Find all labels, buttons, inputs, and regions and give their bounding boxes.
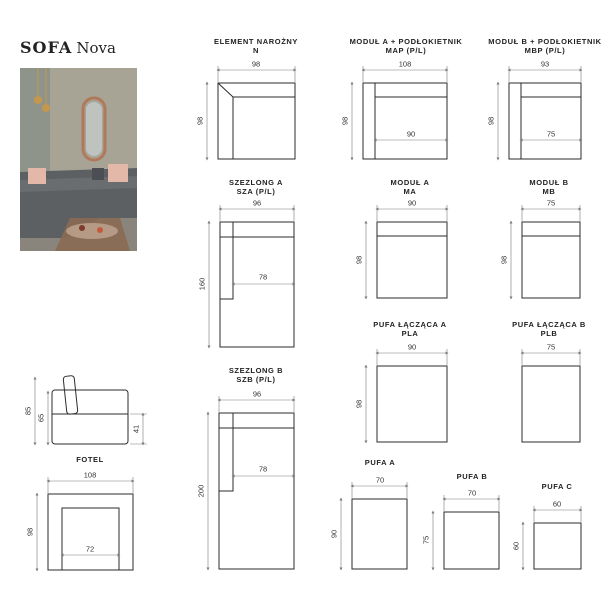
label-sza: SZEZLONG A SZA (P/L): [228, 178, 284, 196]
drawing-plb: [522, 349, 580, 442]
dim-map-seat: 90: [406, 129, 416, 139]
label-map: MODUŁ A + PODŁOKIETNIK MAP (P/L): [349, 37, 463, 55]
brand-model: Nova: [76, 39, 116, 57]
dim-mbp-seat: 75: [546, 129, 556, 139]
dim-pufa-a-depth: 90: [329, 529, 339, 539]
label-mbp: MODUŁ B + PODŁOKIETNIK MBP (P/L): [488, 37, 602, 55]
dim-szb-seat: 78: [258, 464, 268, 474]
brand-name: SOFA: [20, 38, 73, 57]
drawing-mbp: [498, 66, 581, 159]
dim-map-width: 108: [398, 59, 412, 69]
drawing-mb: [511, 205, 580, 298]
label-szb: SZEZLONG B SZB (P/L): [228, 366, 284, 384]
dim-mbp-depth: 98: [486, 116, 496, 126]
dim-sza-width: 96: [252, 198, 262, 208]
dim-sza-seat: 78: [258, 272, 268, 282]
label-fotel: FOTEL: [76, 455, 104, 464]
drawing-pufa-b: [433, 495, 499, 569]
label-ma: MODUŁ A MA: [390, 178, 430, 196]
label-mb: MODUŁ B MB: [529, 178, 569, 196]
dim-n-depth: 98: [195, 116, 205, 126]
drawing-szb: [208, 396, 294, 569]
drawing-pla: [366, 349, 447, 442]
drawing-fotel-top: [37, 477, 133, 570]
drawing-map: [352, 66, 447, 159]
dim-fotel-height-arm: 65: [36, 413, 46, 423]
dim-mb-width: 75: [546, 198, 556, 208]
label-pufa-c: PUFA C: [541, 482, 573, 491]
dim-ma-width: 90: [407, 198, 417, 208]
dim-sza-length: 160: [197, 277, 207, 291]
dim-map-depth: 98: [340, 116, 350, 126]
label-pufa-b: PUFA B: [456, 472, 488, 481]
dim-pufa-b-depth: 75: [421, 535, 431, 545]
drawing-fotel-side: [35, 375, 147, 444]
dim-pufa-c-depth: 60: [511, 541, 521, 551]
drawing-n: [207, 66, 295, 159]
dim-fotel-seat: 72: [85, 544, 95, 554]
label-pufa-a: PUFA A: [364, 458, 396, 467]
dim-mb-depth: 98: [499, 255, 509, 265]
drawing-sza: [209, 205, 294, 347]
dim-mbp-width: 93: [540, 59, 550, 69]
label-pla: PUFA ŁĄCZĄCA A PLA: [373, 320, 447, 338]
dim-pla-width: 90: [407, 342, 417, 352]
dim-n-width: 98: [251, 59, 261, 69]
drawing-ma: [366, 205, 447, 298]
dim-pufa-b-width: 70: [467, 488, 477, 498]
dim-fotel-depth: 98: [25, 527, 35, 537]
dim-fotel-height-seat: 41: [131, 424, 141, 434]
dim-fotel-height-total: 85: [23, 406, 33, 416]
dim-pufa-c-width: 60: [552, 499, 562, 509]
dim-szb-width: 96: [252, 389, 262, 399]
dim-pufa-a-width: 70: [375, 475, 385, 485]
dim-fotel-width: 108: [83, 470, 97, 480]
dim-ma-depth: 98: [354, 255, 364, 265]
dim-szb-length: 200: [196, 484, 206, 498]
drawing-pufa-a: [341, 482, 407, 569]
label-plb: PUFA ŁĄCZĄCA B PLB: [512, 320, 586, 338]
dim-pla-depth: 98: [354, 399, 364, 409]
label-n: ELEMENT NAROŻNY N: [214, 37, 298, 55]
dim-plb-width: 75: [546, 342, 556, 352]
drawing-pufa-c: [523, 506, 581, 569]
